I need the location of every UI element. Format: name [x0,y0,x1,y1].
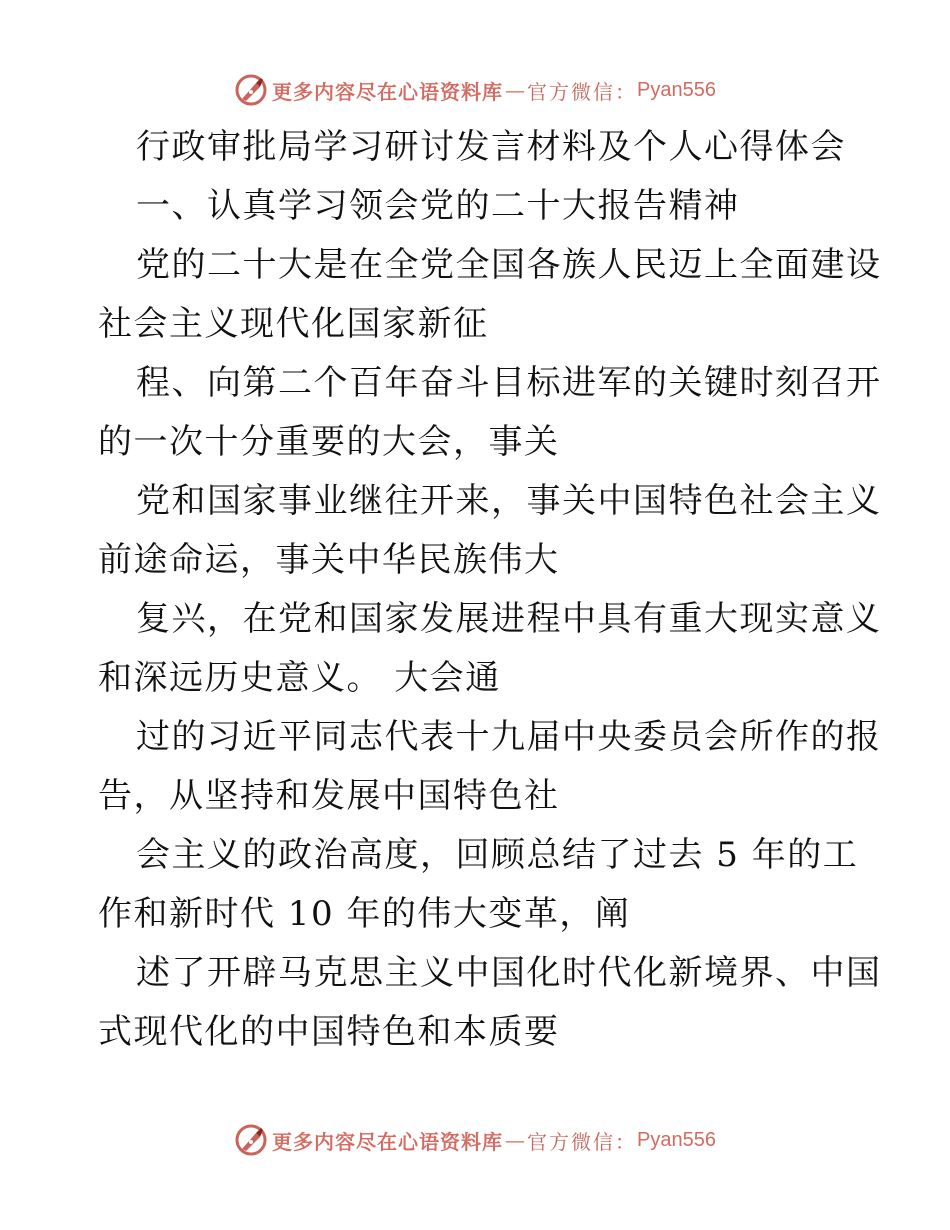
header-banner [0,70,950,110]
header-wechat-label: 官方微信： [527,79,638,104]
document-line: 党的二十大是在全党全国各族人民迈上全面建设 [136,245,882,285]
header-separator: — [505,78,526,102]
pen-nib-logo-icon [234,73,268,107]
header-brand-text: 更多内容尽在心语资料库 [272,79,504,104]
document-line: 一、认真学习领会党的二十大报告精神 [136,186,740,226]
pen-nib-logo-icon [234,1123,268,1157]
document-line: 会主义的政治高度，回顾总结了过去 5 年的工 [136,835,859,875]
document-line: 过的习近平同志代表十九届中央委员会所作的报 [136,717,882,757]
document-line: 党和国家事业继往开来，事关中国特色社会主义 [136,481,882,521]
document-body [98,118,882,1062]
document-line: 复兴，在党和国家发展进程中具有重大现实意义 [136,599,882,639]
document-line: 式现代化的中国特色和本质要 [98,1012,560,1052]
document-line: 社会主义现代化国家新征 [98,304,489,344]
document-line: 和深远历史意义。 大会通 [98,658,501,698]
header-wechat-id: Pyan556 [637,78,716,101]
document-line: 作和新时代 10 年的伟大变革，阐 [98,894,631,934]
document-line: 告，从坚持和发展中国特色社 [98,776,560,816]
footer-wechat-id: Pyan556 [637,1128,716,1151]
document-line: 前途命运，事关中华民族伟大 [98,540,560,580]
footer-wechat-label: 官方微信： [527,1129,638,1154]
document-line: 的一次十分重要的大会，事关 [98,422,560,462]
footer-separator: — [505,1128,526,1152]
document-line: 程、向第二个百年奋斗目标进军的关键时刻召开 [136,363,882,403]
footer-brand-text: 更多内容尽在心语资料库 [272,1129,504,1154]
document-line: 行政审批局学习研讨发言材料及个人心得体会 [136,127,846,167]
footer-banner [0,1120,950,1160]
document-line: 述了开辟马克思主义中国化时代化新境界、中国 [136,953,882,993]
